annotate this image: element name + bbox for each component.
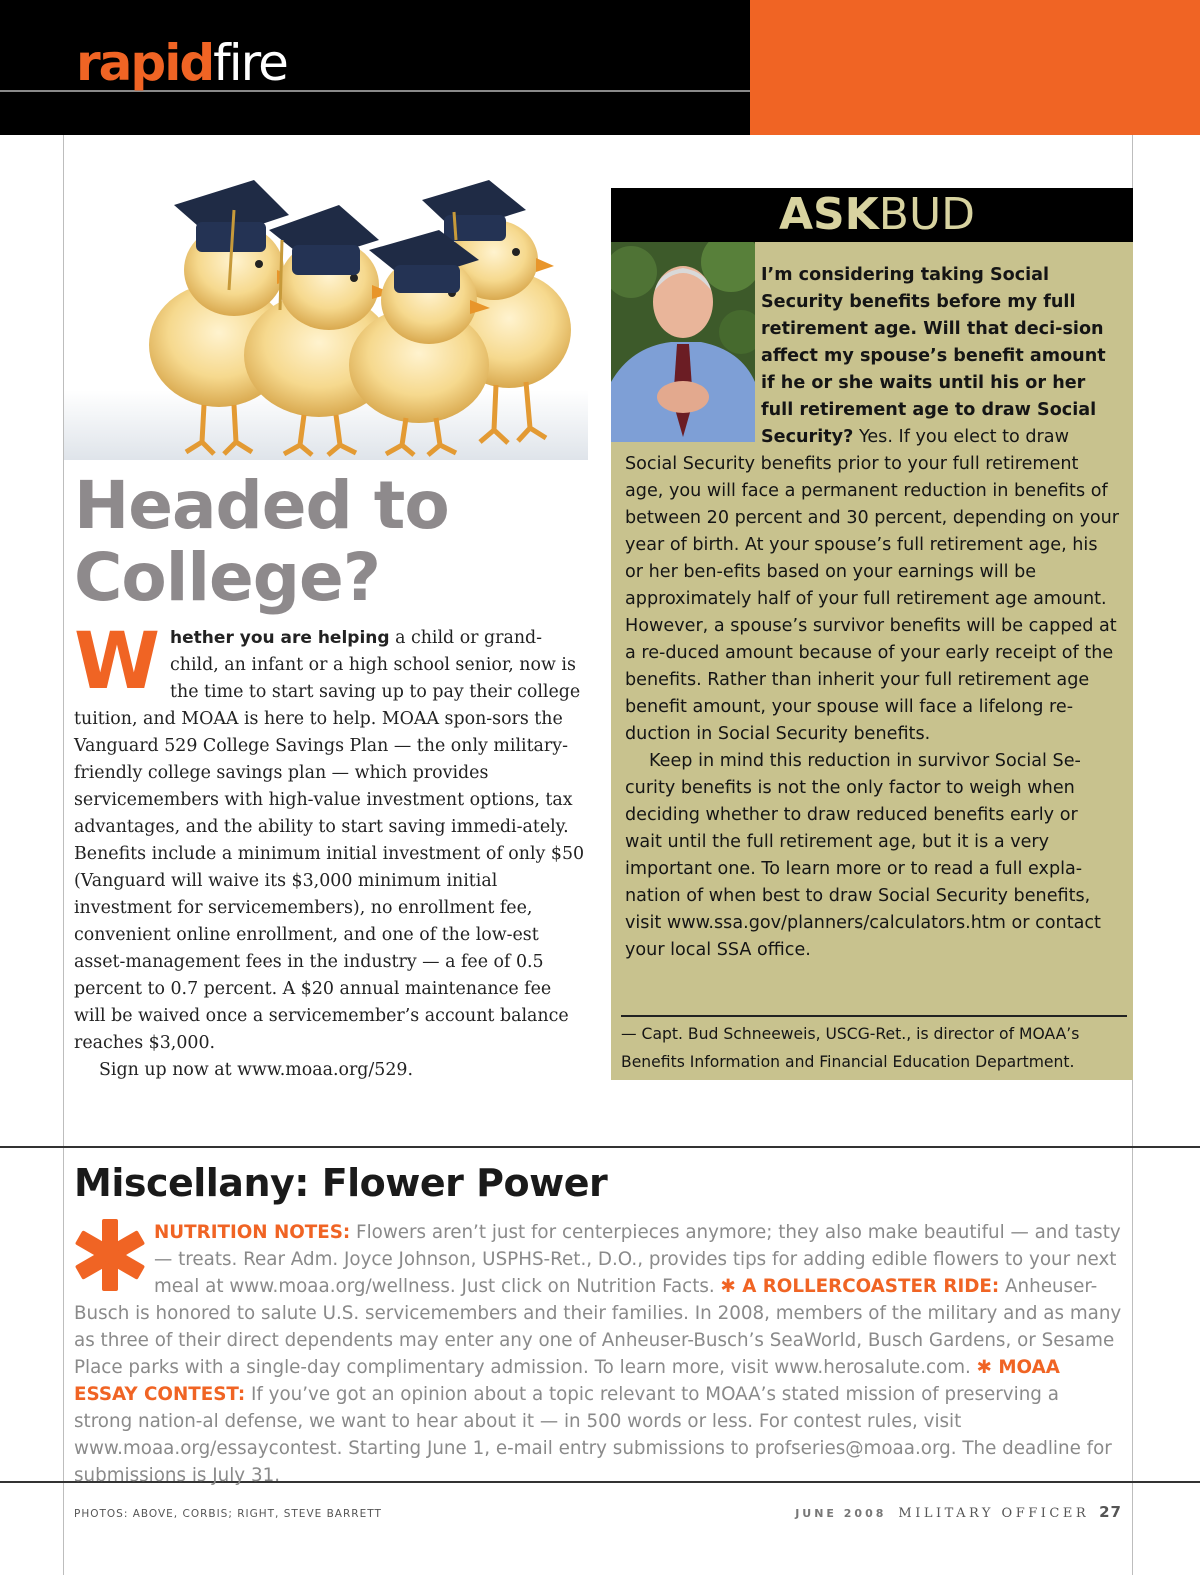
- askbud-question: I’m considering taking Social Security benefits before my full retirement age. Will that deci-sion affect my spouse’s benefit amount if he or she waits until his or her full retirement age to draw Social Security?: [761, 265, 1106, 447]
- rollercoaster-label: ✱ A ROLLERCOASTER RIDE:: [720, 1276, 1000, 1297]
- askbud-heading-ask: ASK: [778, 189, 879, 240]
- magazine-name: MILITARY OFFICER: [898, 1506, 1090, 1521]
- article-body-text: a child or grand-child, an infant or a high school senior, now is the time to start saving up to pay their college tuition, and MOAA is here to help. MOAA spon-sors the Vanguard 529 College Savings Plan — the only military-friendly college savings plan — which provides servicemembers with high-value investment options, tax advantages, and the ability to start saving immedi-ately. Benefits include a minimum initial investment of only $50 (Vanguard will waive its $3,000 minimum initial investment for servicemembers), no enrollment fee, convenient online enrollment, and one of the low-est asset-management fees in the industry — a fee of 0.5 percent to 0.7 percent. A $20 annual maintenance fee will be waived once a servicemember’s account balance reaches $3,000.: [74, 628, 585, 1053]
- article-headline: [74, 467, 594, 616]
- citation-line-1: — Capt. Bud Schneeweis, USCG-Ret., is director of MOAA’s: [621, 1025, 1080, 1043]
- headline-line-1: Headed to: [74, 467, 449, 544]
- logo-part-fire: fire: [213, 34, 287, 92]
- askbud-citation: [621, 1020, 1127, 1076]
- askbud-heading: [611, 188, 1133, 242]
- citation-line-2: Benefits Information and Financial Education Department.: [621, 1053, 1075, 1071]
- asterisk-icon: [74, 1219, 146, 1291]
- header-orange-block: [750, 0, 1200, 135]
- miscellany-body: [74, 1219, 1122, 1489]
- photo-credits: PHOTOS: ABOVE, CORBIS; RIGHT, STEVE BARRETT: [74, 1508, 382, 1520]
- askbud-answer-2: Keep in mind this reduction in survivor Social Se-curity benefits is not the only factor to weigh when deciding whether to draw reduced benefits early or wait until the full retirement age, but it is a very important one. To learn more or to read a full expla-nation of when best to draw Social Security benefits, visit www.ssa.gov/planners/calculators.htm or contact your local SSA office.: [625, 751, 1101, 960]
- article-paragraph-1: [74, 617, 586, 1057]
- askbud-cite-rule: [621, 1015, 1127, 1017]
- article-leadin: hether you are helping: [170, 628, 390, 648]
- logo-part-rapid: rapid: [76, 34, 214, 92]
- miscellany-title: Miscellany: Flower Power: [74, 1161, 608, 1205]
- askbud-heading-bud: BUD: [878, 189, 976, 240]
- chicks-graduation-photo: [64, 160, 588, 460]
- essay-contest-label: ✱ MOAA ESSAY CONTEST:: [74, 1357, 1060, 1405]
- nutrition-notes-label: NUTRITION NOTES:: [154, 1222, 351, 1243]
- rollercoaster-text: Anheuser-Busch is honored to salute U.S. servicemembers and their families. In 2008, members of the military and as many as three of their direct dependents may enter any one of Anheuser-Busch’s SeaWorld, Busch Gardens, or Sesame Place parks with a single-day complimentary admission. To learn more, visit www.herosalute.com.: [74, 1276, 1122, 1378]
- section-logo: [76, 34, 287, 92]
- article-signup-line: Sign up now at www.moaa.org/529.: [99, 1060, 414, 1080]
- page-number: 27: [1099, 1503, 1122, 1521]
- photo-wrap-spacer: [611, 262, 761, 448]
- issue-date: JUNE 2008: [795, 1507, 887, 1520]
- nutrition-notes-text: Flowers aren’t just for centerpieces anymore; they also make beautiful — and tasty — treats. Rear Adm. Joyce Johnson, USPHS-Ret., D.O., provides tips for adding edible flowers to your next meal at www.moaa.org/wellness. Just click on Nutrition Facts.: [154, 1222, 1121, 1297]
- drop-cap: W: [74, 617, 161, 707]
- askbud-sidebar: [611, 188, 1133, 1080]
- essay-contest-text: If you’ve got an opinion about a topic relevant to MOAA’s stated mission of preserving a strong nation-al defense, we want to hear about it — in 500 words or less. For contest rules, visit www.moaa.org/essaycontest. Starting June 1, e-mail entry submissions to profseries@moaa.org. The deadline for submissions is July 31.: [74, 1384, 1112, 1486]
- askbud-text: [625, 262, 1120, 964]
- headline-line-2: College?: [74, 539, 381, 616]
- article-body: [74, 617, 586, 1084]
- miscellany-top-rule: [0, 1146, 1200, 1148]
- page-footer: [795, 1502, 1122, 1521]
- askbud-answer-1: Yes. If you elect to draw Social Security benefits prior to your full retirement age, you will face a permanent reduction in benefits of between 20 percent and 30 percent, depending on your year of birth. At your spouse’s full retirement age, his or her ben-efits based on your earnings will be approximately half of your full retirement age amount. However, a spouse’s survivor benefits will be capped at a re-duced amount because of your early receipt of the benefits. Rather than inherit your full retirement age benefit amount, your spouse will face a lifelong re-duction in Social Security benefits.: [625, 427, 1120, 744]
